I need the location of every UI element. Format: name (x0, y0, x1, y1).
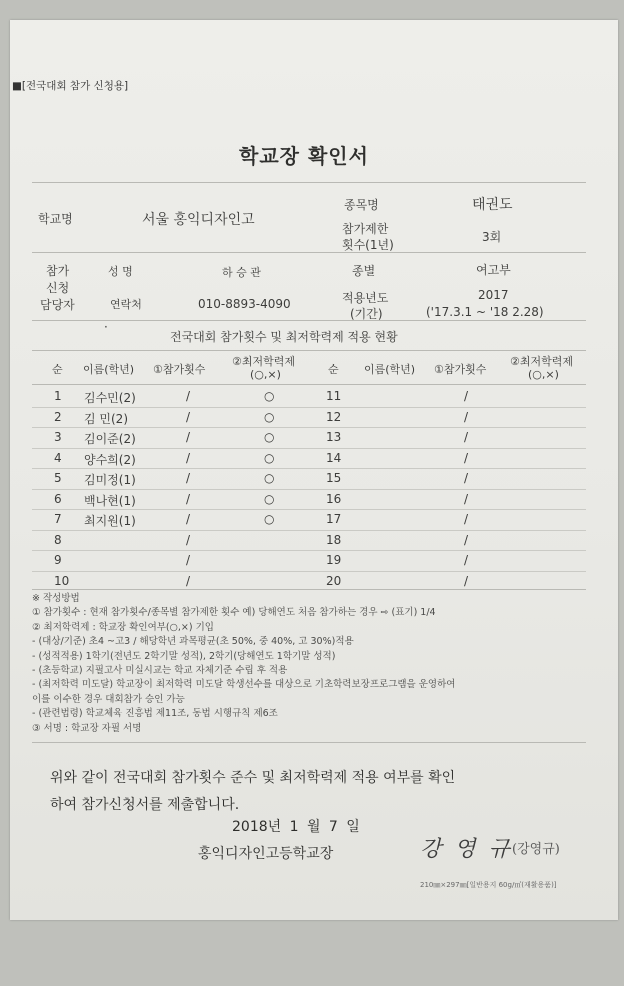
participation-count: / (186, 450, 191, 465)
table-title: 전국대회 참가횟수 및 최저학력제 적용 현황 (170, 330, 398, 344)
note-line: - (성적적용) 1학기(전년도 2학기말 성적), 2학기(당해연도 1학기말 성적) (32, 650, 336, 662)
header-no-left: 순 (52, 363, 63, 376)
principal-seal: (강영규) (512, 842, 560, 857)
row-number: 1 (54, 389, 62, 403)
principal-title: 홍익디자인고등학교장 (198, 846, 334, 862)
form-category: ■[전국대회 참가 신청용] (12, 80, 129, 92)
row-number: 11 (326, 389, 342, 403)
document-title: 학교장 확인서 (239, 144, 369, 168)
limit-value: 3회 (482, 230, 502, 244)
contact-label: 연락처 (110, 298, 142, 311)
participation-count: / (464, 532, 469, 547)
participation-count: / (464, 553, 469, 567)
row-number: 16 (326, 491, 342, 506)
confirmation-statement (50, 765, 455, 819)
applicant-label-3: 담당자 (40, 298, 75, 312)
row-number: 4 (54, 450, 62, 465)
row-number: 18 (326, 532, 342, 547)
row-divider (32, 448, 586, 449)
header-count-right: ①참가횟수 (434, 363, 487, 376)
row-number: 20 (326, 573, 342, 588)
row-number: 9 (54, 553, 62, 567)
row-number: 13 (326, 430, 342, 444)
student-name: 김미정(1) (84, 473, 136, 487)
row-divider (32, 468, 586, 469)
row-divider (32, 489, 586, 490)
header-no-right: 순 (328, 363, 339, 376)
year-label-1: 적용년도 (342, 291, 389, 305)
info-top-line (32, 182, 586, 183)
participation-count: / (464, 409, 469, 424)
row-divider (32, 509, 586, 510)
row-number: 2 (54, 409, 62, 424)
participation-count: / (464, 471, 469, 485)
row-divider (32, 427, 586, 428)
participation-count: / (464, 450, 469, 465)
header-name-right: 이름(학년) (364, 363, 416, 376)
year-value: 2017 (478, 288, 509, 302)
min-academic-check: ○ (264, 409, 275, 424)
note-line: - (대상/기준) 초4 ~고3 / 해당학년 과목평균(초 50%, 중 40%, 고 30%)적용 (32, 636, 354, 648)
note-line: - (초등학교) 지필고사 미실시교는 학교 자체기준 수립 후 적용 (32, 664, 288, 676)
submission-date: 2018년 1 월 7 일 (232, 819, 360, 835)
student-name: 최지원(1) (84, 514, 136, 528)
dot-mark: · (104, 320, 108, 334)
student-name: 양수희(2) (84, 452, 136, 467)
event-label: 종목명 (344, 198, 379, 212)
school-label: 학교명 (38, 212, 73, 226)
participation-count: / (464, 491, 469, 506)
row-number: 3 (54, 430, 62, 444)
participation-count: / (186, 409, 191, 424)
student-name: 김 민(2) (84, 411, 128, 426)
student-name: 김이준(2) (84, 432, 136, 446)
header-min-right-1: ②최저학력제 (510, 355, 573, 368)
header-name-left: 이름(학년) (83, 363, 135, 376)
row-number: 15 (326, 471, 342, 485)
note-heading: ※ 작성방법 (32, 593, 80, 604)
row-number: 17 (326, 512, 342, 526)
participation-count: / (186, 491, 191, 506)
row-number: 8 (54, 532, 62, 547)
row-number: 7 (54, 512, 62, 526)
applicant-label-1: 참가 (46, 264, 70, 278)
statement-line-1: 위와 같이 전국대회 참가횟수 준수 및 최저학력제 적용 여부를 확인 (50, 770, 456, 786)
row-number: 19 (326, 553, 342, 567)
participation-count: / (464, 573, 469, 588)
period-value: ('17.3.1 ~ '18 2.28) (426, 305, 544, 319)
paper-spec: 210㎜×297㎜[일반용지 60g/㎡(재활용품)] (420, 881, 557, 889)
statement-top-line (32, 742, 586, 743)
writing-instructions (32, 592, 455, 736)
school-value: 서울 홍익디자인고 (142, 212, 255, 228)
name-value: 하 승 관 (222, 266, 261, 279)
statement-line-2: 하여 참가신청서를 제출합니다. (50, 797, 240, 813)
table-header-line (32, 384, 586, 385)
participation-count: / (186, 573, 191, 588)
table-top-line (32, 350, 586, 351)
min-academic-check: ○ (264, 450, 275, 465)
note-line: 이를 이수한 경우 대회참가 승인 가능 (32, 693, 185, 705)
participation-count: / (186, 512, 191, 526)
row-divider (32, 530, 586, 531)
table-bottom-line (32, 589, 586, 590)
row-number: 14 (326, 450, 342, 465)
header-min-right-2: (○,×) (528, 368, 559, 381)
info-bottom-line (32, 320, 586, 321)
min-academic-check: ○ (264, 430, 275, 444)
min-academic-check: ○ (264, 512, 275, 526)
row-divider (32, 407, 586, 408)
participation-count: / (464, 389, 469, 403)
note-line: ③ 서명 : 학교장 자필 서명 (32, 722, 142, 734)
student-name: 백나현(1) (84, 493, 136, 508)
header-min-left-1: ②최저학력제 (232, 355, 295, 368)
row-divider (32, 550, 586, 551)
participation-count: / (186, 430, 191, 444)
min-academic-check: ○ (264, 389, 275, 403)
limit-label-1: 참가제한 (342, 222, 389, 236)
min-academic-check: ○ (264, 471, 275, 485)
min-academic-check: ○ (264, 491, 275, 506)
name-label: 성 명 (108, 265, 133, 278)
gender-label: 종별 (352, 264, 376, 278)
row-divider (32, 571, 586, 572)
participation-count: / (186, 389, 191, 403)
gender-value: 여고부 (476, 263, 511, 277)
row-number: 12 (326, 409, 342, 424)
header-min-left-2: (○,×) (250, 368, 281, 381)
note-line: - (최저학력 미도달) 학교장이 최저학력 미도달 학생선수를 대상으로 기초학력보장프로그램을 운영하여 (32, 679, 456, 691)
note-line: ② 최저학력제 : 학교장 확인여부(○,×) 기입 (32, 621, 214, 633)
principal-signature: 강 영 규 (420, 837, 513, 862)
row-number: 5 (54, 471, 62, 485)
contact-value: 010-8893-4090 (198, 297, 291, 311)
participation-count: / (186, 532, 191, 547)
note-line: ① 참가횟수 : 현재 참가횟수/종목별 참가제한 횟수 예) 당해연도 처음 참가하는 경우 ⇨ (표기) 1/4 (32, 607, 436, 619)
note-line: - (관련법령) 학교체육 진흥법 제11조, 동법 시행규칙 제6조 (32, 708, 278, 720)
year-label-2: (기간) (350, 307, 383, 321)
student-name: 김수민(2) (84, 391, 136, 405)
participation-count: / (186, 471, 191, 485)
participation-count: / (464, 512, 469, 526)
row-number: 10 (54, 573, 70, 588)
limit-label-2: 횟수(1년) (342, 238, 394, 252)
header-count-left: ①참가횟수 (153, 363, 206, 376)
info-mid-line (32, 252, 586, 253)
row-number: 6 (54, 491, 62, 506)
participation-count: / (464, 430, 469, 444)
event-value: 태권도 (472, 197, 513, 213)
participation-count: / (186, 553, 191, 567)
applicant-label-2: 신청 (46, 281, 70, 295)
